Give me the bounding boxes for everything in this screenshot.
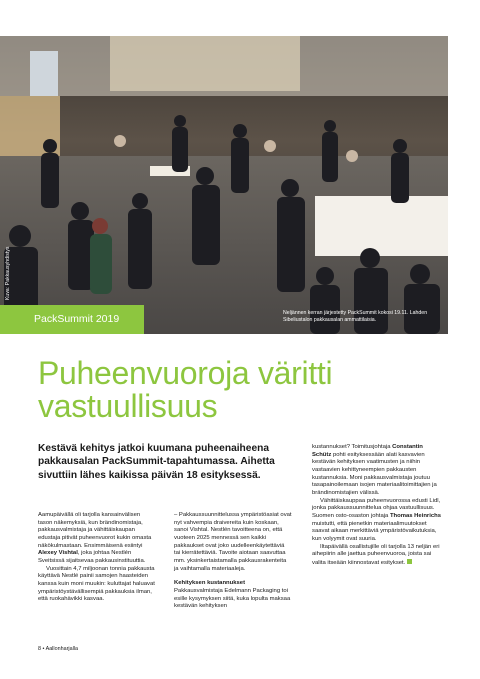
paragraph (312, 544, 442, 568)
magazine-name: Aallonharjalla (45, 646, 78, 652)
paragraph (312, 498, 442, 544)
footer-separator: • (42, 646, 45, 652)
page-number: 8 (38, 646, 41, 652)
subheading: Kehityksen kustannukset (174, 580, 246, 587)
body-column-1 (38, 512, 156, 604)
title-line-2: vastuullisuus (38, 388, 218, 424)
conference-crowd-image (0, 36, 448, 334)
person-name: Constantin Schütz (312, 444, 423, 458)
photo-credit: Kuva: Pakkausyhdistys (5, 246, 11, 300)
paragraph: Pakkausvalmistaja Edelmann Packaging toi esille kysymyksen siitä, kuka lopulta maksaa kestävän kehityksen (174, 587, 291, 610)
page-footer (38, 646, 78, 652)
person-name: Thomas Heinrichs (389, 512, 442, 519)
title-line-1: Puheenvuoroja väritti (38, 355, 333, 391)
event-photo (0, 36, 448, 334)
article-lead: Kestävä kehitys jatkoi kuumana puheenaiheena pakkausalan PackSummit-tapahtumassa. Aihetta sivuttiin lähes kaikissa päivän 18 esityksessä. (38, 443, 275, 481)
text: pohti esityksessään alati kasvavien kestävän kehityksen vaatimusten ja niihin vastaavien kehittyneempien pakkausten kustannuksia. Moni pakkausvalmistaja joutuu tasapainoilemaan isojen materiaalitoimittajien ja brändinomistajien välissä. (312, 451, 437, 496)
article-title (38, 357, 458, 423)
event-tag: PackSummit 2019 (0, 305, 144, 334)
text: muistutti, että pienetkin materiaalimuutokset saavat aikaan merkittäviä ympäristövaikutuksia, kun volyymit ovat suuria. (312, 520, 437, 542)
text: kustannukset? Toimitusjohtaja (312, 444, 393, 450)
text: , joka johtaa Nestlén Sveitsissä sijaitsevaa pakkausinstituuttia. (38, 550, 146, 564)
text: Iltapäivällä osallistujille oli tarjolla 13 neljän eri aihepiirin alle jaettua puheenvuoroa, joista sai valita itseään kiinnostavat esitykset. (312, 543, 440, 566)
photo-caption: Neljännen kerran järjestetty PackSummit kokosi 19.11. Lahden Sibeliustalon pakkausalan ammattilaisia. (283, 310, 428, 323)
end-mark-icon (407, 559, 412, 564)
paragraph (312, 444, 442, 498)
text: Aamupäivällä oli tarjolla kansainvälisen tason näkemyksiä, kun brändinomistaja, pakkausvalmistaja ja vähittäiskaupan edustaja pitivät puheenvuorot kukin omasta näkökulmastaan. Ensimmäisenä esiintyi (38, 512, 152, 549)
paragraph (38, 512, 156, 566)
person-name: Alexey Vishtal (38, 550, 78, 557)
text: Vähittäiskauppaa puheenvuorossa edusti Lidl, jonka pakkaussuunnittelua ohjaa vastuullisuus. Suomen osto-osaston johtaja (312, 497, 441, 519)
paragraph: – Pakkaussuunnittelussa ympäristöasiat ovat nyt vahvempia draivereita kuin koskaan, sanoi Vishtal. Nestlén tavoitteena on, että vuoteen 2025 mennessä sen kaikki pakkaukset ovat joko uudelleenkäytettäviä tai kierrätettäviä. Tavoite aiotaan saavuttaa mm. yksinkertaistamalla pakkausrakenteita ja vaihtamalla materiaaleja. (174, 512, 292, 572)
paragraph: Vuosittain 4,7 miljoonan tonnia pakkausta käyttävä Nestlé painii samojen haasteiden kanssa kuin moni muukin: kuluttajat haluavat ympäristöystävällisempiä pakkauksia ilman, että ruokahävikki kasvaa. (38, 565, 155, 603)
body-column-3 (312, 444, 442, 568)
body-column-2 (174, 512, 292, 611)
